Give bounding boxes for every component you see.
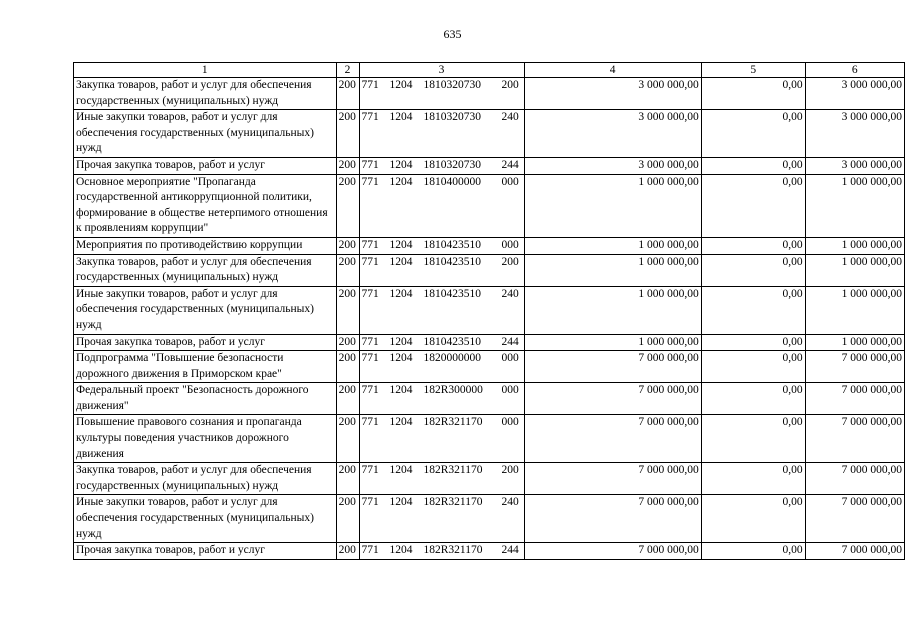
section-code: 1204: [389, 238, 413, 251]
target-code: 1810423510: [423, 335, 482, 348]
row-col6-cell: 3 000 000,00: [805, 110, 904, 158]
row-col4-cell: 1 000 000,00: [524, 286, 701, 334]
ministry-code: 771: [361, 496, 379, 509]
table-row: [74, 543, 905, 560]
header-cell: 4: [524, 63, 701, 78]
expense-type-code: 200: [501, 255, 519, 268]
ministry-code: 771: [361, 175, 379, 188]
row-col2-cell: 200: [336, 383, 359, 415]
row-code-cell: [359, 543, 524, 560]
target-code: 1810423510: [423, 287, 482, 300]
row-col4-cell: 7 000 000,00: [524, 463, 701, 495]
table-row: [74, 383, 905, 415]
row-col2-cell: 200: [336, 463, 359, 495]
row-col6-cell: 7 000 000,00: [805, 543, 904, 560]
table-row: [74, 174, 905, 237]
table-row: [74, 78, 905, 110]
section-code: 1204: [389, 352, 413, 365]
row-col2-cell: 200: [336, 415, 359, 463]
row-name-cell: Прочая закупка товаров, работ и услуг: [74, 543, 337, 560]
target-code: 1820000000: [423, 352, 482, 365]
target-code: 1810320730: [423, 79, 482, 91]
table-row: [74, 254, 905, 286]
row-col4-cell: 7 000 000,00: [524, 383, 701, 415]
expense-type-code: 200: [501, 464, 519, 477]
table-header-row: [74, 63, 905, 78]
row-col5-cell: 0,00: [701, 543, 805, 560]
header-cell: 3: [359, 63, 524, 78]
header-cell: 2: [336, 63, 359, 78]
expense-type-code: 000: [501, 352, 519, 365]
row-col5-cell: 0,00: [701, 174, 805, 237]
section-code: 1204: [389, 384, 413, 397]
section-code: 1204: [389, 79, 413, 91]
row-name-cell: Закупка товаров, работ и услуг для обеспечения государственных (муниципальных) нужд: [74, 463, 337, 495]
section-code: 1204: [389, 335, 413, 348]
row-name-cell: Основное мероприятие "Пропаганда государственной антикоррупционной политики, формирование в обществе нетерпимого отношения к проявлениям коррупции": [74, 174, 337, 237]
row-col5-cell: 0,00: [701, 254, 805, 286]
row-col5-cell: 0,00: [701, 383, 805, 415]
row-col2-cell: 200: [336, 543, 359, 560]
row-col6-cell: 1 000 000,00: [805, 286, 904, 334]
row-col2-cell: 200: [336, 254, 359, 286]
row-col2-cell: 200: [336, 351, 359, 383]
ministry-code: 771: [361, 255, 379, 268]
table-row: [74, 286, 905, 334]
target-code: 182R300000: [423, 384, 483, 397]
ministry-code: 771: [361, 287, 379, 300]
section-code: 1204: [389, 464, 413, 477]
table-row: [74, 334, 905, 351]
page-number: 635: [443, 27, 462, 41]
row-col6-cell: 3 000 000,00: [805, 78, 904, 110]
section-code: 1204: [389, 158, 413, 171]
row-code-cell: [359, 286, 524, 334]
row-col4-cell: 7 000 000,00: [524, 415, 701, 463]
row-code-cell: [359, 254, 524, 286]
section-code: 1204: [389, 255, 413, 268]
row-col4-cell: 1 000 000,00: [524, 334, 701, 351]
row-col6-cell: 7 000 000,00: [805, 495, 904, 543]
expense-type-code: 000: [501, 175, 519, 188]
target-code: 182R321170: [423, 416, 483, 429]
row-col2-cell: 200: [336, 157, 359, 174]
table-row: [74, 351, 905, 383]
row-col4-cell: 1 000 000,00: [524, 174, 701, 237]
row-col6-cell: 3 000 000,00: [805, 157, 904, 174]
table-row: [74, 157, 905, 174]
row-col4-cell: 7 000 000,00: [524, 351, 701, 383]
ministry-code: 771: [361, 416, 379, 429]
row-col5-cell: 0,00: [701, 415, 805, 463]
row-col4-cell: 7 000 000,00: [524, 495, 701, 543]
table-row: [74, 463, 905, 495]
row-col5-cell: 0,00: [701, 286, 805, 334]
row-col5-cell: 0,00: [701, 237, 805, 254]
expense-type-code: 240: [501, 287, 519, 300]
row-name-cell: Закупка товаров, работ и услуг для обеспечения государственных (муниципальных) нужд: [74, 254, 337, 286]
expense-type-code: 000: [501, 238, 519, 251]
ministry-code: 771: [361, 544, 379, 557]
row-col5-cell: 0,00: [701, 463, 805, 495]
row-name-cell: Иные закупки товаров, работ и услуг для обеспечения государственных (муниципальных) нужд: [74, 286, 337, 334]
row-name-cell: Прочая закупка товаров, работ и услуг: [74, 157, 337, 174]
row-name-cell: Закупка товаров, работ и услуг для обеспечения государственных (муниципальных) нужд: [74, 78, 337, 110]
target-code: 1810400000: [423, 175, 482, 188]
target-code: 1810423510: [423, 255, 482, 268]
section-code: 1204: [389, 111, 413, 124]
row-code-cell: [359, 334, 524, 351]
row-col5-cell: 0,00: [701, 351, 805, 383]
section-code: 1204: [389, 544, 413, 557]
row-col5-cell: 0,00: [701, 157, 805, 174]
expense-type-code: 244: [501, 544, 519, 557]
row-code-cell: [359, 110, 524, 158]
expense-type-code: 244: [501, 158, 519, 171]
row-col2-cell: 200: [336, 286, 359, 334]
row-code-cell: [359, 237, 524, 254]
table-row: [74, 110, 905, 158]
target-code: 1810320730: [423, 158, 482, 171]
row-col5-cell: 0,00: [701, 495, 805, 543]
target-code: 1810320730: [423, 111, 482, 124]
row-col4-cell: 1 000 000,00: [524, 254, 701, 286]
row-col5-cell: 0,00: [701, 334, 805, 351]
row-col2-cell: 200: [336, 237, 359, 254]
row-code-cell: [359, 351, 524, 383]
target-code: 182R321170: [423, 464, 483, 477]
row-col2-cell: 200: [336, 174, 359, 237]
row-col4-cell: 3 000 000,00: [524, 157, 701, 174]
section-code: 1204: [389, 416, 413, 429]
ministry-code: 771: [361, 238, 379, 251]
row-col6-cell: 7 000 000,00: [805, 463, 904, 495]
row-col6-cell: 7 000 000,00: [805, 383, 904, 415]
row-code-cell: [359, 174, 524, 237]
row-col2-cell: 200: [336, 334, 359, 351]
row-col6-cell: 7 000 000,00: [805, 415, 904, 463]
row-code-cell: [359, 463, 524, 495]
ministry-code: 771: [361, 464, 379, 477]
budget-table: [73, 62, 905, 560]
row-code-cell: [359, 78, 524, 110]
row-col4-cell: 1 000 000,00: [524, 237, 701, 254]
ministry-code: 771: [361, 158, 379, 171]
expense-type-code: 240: [501, 111, 519, 124]
table-row: [74, 237, 905, 254]
row-col4-cell: 3 000 000,00: [524, 78, 701, 110]
expense-type-code: 244: [501, 335, 519, 348]
table-row: [74, 495, 905, 543]
row-name-cell: Повышение правового сознания и пропаганда культуры поведения участников дорожного движения: [74, 415, 337, 463]
row-col5-cell: 0,00: [701, 110, 805, 158]
row-name-cell: Федеральный проект "Безопасность дорожного движения": [74, 383, 337, 415]
row-name-cell: Прочая закупка товаров, работ и услуг: [74, 334, 337, 351]
row-col6-cell: 1 000 000,00: [805, 174, 904, 237]
row-code-cell: [359, 495, 524, 543]
section-code: 1204: [389, 287, 413, 300]
row-code-cell: [359, 415, 524, 463]
row-col2-cell: 200: [336, 495, 359, 543]
header-cell: 6: [805, 63, 904, 78]
row-col6-cell: 1 000 000,00: [805, 334, 904, 351]
row-col4-cell: 3 000 000,00: [524, 110, 701, 158]
row-col2-cell: 200: [336, 110, 359, 158]
row-name-cell: Иные закупки товаров, работ и услуг для обеспечения государственных (муниципальных) нужд: [74, 495, 337, 543]
row-code-cell: [359, 383, 524, 415]
target-code: 182R321170: [423, 544, 483, 557]
row-name-cell: Иные закупки товаров, работ и услуг для обеспечения государственных (муниципальных) нужд: [74, 110, 337, 158]
ministry-code: 771: [361, 111, 379, 124]
expense-type-code: 240: [501, 496, 519, 509]
ministry-code: 771: [361, 384, 379, 397]
ministry-code: 771: [361, 335, 379, 348]
row-name-cell: Мероприятия по противодействию коррупции: [74, 237, 337, 254]
row-col5-cell: 0,00: [701, 78, 805, 110]
ministry-code: 771: [361, 352, 379, 365]
row-col2-cell: 200: [336, 78, 359, 110]
expense-type-code: 200: [501, 79, 519, 91]
row-name-cell: Подпрограмма "Повышение безопасности дорожного движения в Приморском крае": [74, 351, 337, 383]
table-row: [74, 415, 905, 463]
row-col6-cell: 1 000 000,00: [805, 237, 904, 254]
ministry-code: 771: [361, 79, 379, 91]
header-cell: 5: [701, 63, 805, 78]
section-code: 1204: [389, 175, 413, 188]
expense-type-code: 000: [501, 416, 519, 429]
row-code-cell: [359, 157, 524, 174]
target-code: 1810423510: [423, 238, 482, 251]
expense-type-code: 000: [501, 384, 519, 397]
row-col6-cell: 1 000 000,00: [805, 254, 904, 286]
row-col4-cell: 7 000 000,00: [524, 543, 701, 560]
header-cell: 1: [74, 63, 337, 78]
row-col6-cell: 7 000 000,00: [805, 351, 904, 383]
target-code: 182R321170: [423, 496, 483, 509]
section-code: 1204: [389, 496, 413, 509]
